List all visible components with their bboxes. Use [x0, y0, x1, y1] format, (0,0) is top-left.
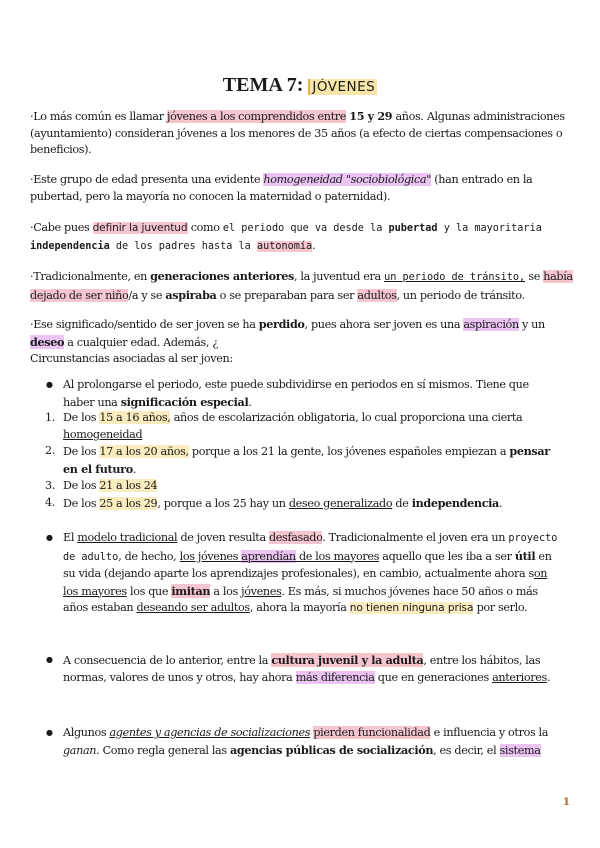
mono-text: proyecto de adulto [63, 533, 558, 563]
list-item [30, 725, 560, 759]
text-run: De los [63, 411, 100, 424]
bullet-list-cultural-difference [30, 652, 560, 686]
underlined-text: jóvenes [241, 584, 282, 598]
text-run: . [498, 496, 503, 510]
text-run: porque a los 21 la gente, los jóvenes españoles empiezan a [188, 445, 510, 458]
highlight-text: imitan [171, 583, 211, 598]
list-item [30, 443, 560, 478]
text-run: ·Lo más común es llamar [30, 110, 167, 123]
underlined-text: un periodo de tránsito, [384, 272, 526, 283]
bold-text: independencia [411, 495, 499, 510]
text-run: Al prolongarse el periodo, este puede subdividirse en periodos en sí mismos. Tiene que haber una [63, 378, 529, 409]
text-run: años de escolarización obligatoria, lo cual proporciona una cierta [170, 411, 523, 424]
highlight-text: 15 a 16 años, [99, 411, 171, 424]
text-run: , es decir, el [433, 743, 500, 757]
text-run: años. Algunas administraciones (ayuntamiento) consideran jóvenes a los menores de 35 años (a efecto de ciertas compensaciones o beneficios). [30, 110, 565, 156]
highlight-text: adultos [357, 288, 397, 302]
paragraph-definition [30, 108, 575, 159]
bold-text: independencia [30, 240, 110, 252]
highlight-text: jóvenes a los comprendidos entre [166, 110, 347, 123]
highlight-text: cultura juvenil y la adulta [271, 653, 424, 667]
text-run: en su vida (dejando aparte los aprendizajes profesionales), en cambio, actualmente ahora s [63, 549, 552, 580]
bold-text: pensar en el futuro [63, 444, 550, 476]
text-run: De los [63, 496, 100, 510]
page-number: 1 [562, 796, 570, 808]
highlight-text: 17 a los 20 años, [99, 445, 189, 458]
text-run: por serlo. [473, 601, 528, 614]
text-run: ·Este grupo de edad presenta una evidente [30, 173, 264, 186]
bullet-list-periods [30, 377, 560, 411]
highlight-text: no tienen ninguna prisa [349, 602, 474, 614]
text-run: se [525, 270, 544, 283]
bold-text: perdido [258, 317, 305, 331]
underlined-text: anteriores [492, 670, 547, 684]
bold-text: útil [514, 548, 536, 563]
text-run: . Es más, si muchos jóvenes hace 50 años o más años estaban [63, 584, 538, 614]
text-run: o se preparaban para ser [216, 288, 358, 302]
bold-text: aspiraba [165, 287, 217, 302]
text-run: los que [126, 584, 172, 598]
list-item [30, 410, 560, 443]
text-run: , entre los hábitos, las normas, valores de unos y otros, hay ahora [63, 654, 541, 684]
highlight-text: pierden funcionalidad [313, 726, 431, 739]
text-run: A consecuencia de lo anterior, entre la [63, 654, 272, 667]
text-run: e influencia y otros la [430, 726, 549, 739]
bullet-list-socialization [30, 725, 560, 759]
mono-text: y la mayoritaria [437, 223, 542, 234]
text-run: . Como regla general las [96, 743, 230, 757]
numbered-list-age-ranges [30, 410, 560, 512]
highlight-text: desfasado [268, 531, 323, 544]
underlined-text: deseo generalizado [288, 496, 393, 510]
text-run: a cualquier edad. Además, ¿ [64, 335, 218, 349]
paragraph-homogeneity [30, 172, 575, 205]
text-run: Algunos [63, 726, 110, 739]
title-main: TEMA 7: [222, 74, 304, 96]
text-run: , pues ahora ser joven es una [304, 318, 464, 331]
title-subtitle: JÓVENES [308, 79, 377, 95]
highlight-text: homogeneidad "sociobiológica" [263, 173, 432, 186]
text-run: . [132, 462, 137, 476]
italic-text: ganan [63, 743, 97, 757]
text-run: . [546, 670, 551, 684]
highlight-text: más diferencia [295, 670, 375, 684]
text-run: /a y se [128, 288, 166, 302]
text-run: , un periodo de tránsito. [396, 288, 525, 302]
text-run: De los [63, 445, 100, 458]
highlight-text: 25 a los 29 [99, 496, 158, 510]
bold-text: significación especial [120, 394, 249, 409]
text-run: El [63, 531, 78, 544]
list-item [30, 495, 560, 513]
highlight-text: sistema [499, 743, 541, 757]
text-run: . Tradicionalmente el joven era un [322, 531, 509, 544]
text-run: De los [63, 479, 100, 492]
highlight-text: había dejado de ser niño [30, 270, 573, 302]
highlight-text: deseo [30, 334, 65, 349]
highlight-text: definir la juventud [92, 222, 188, 234]
underlined-text: deseando ser adultos [136, 601, 250, 614]
highlight-text: aspiración [463, 318, 519, 331]
bold-text: agencias públicas de socialización [229, 742, 434, 757]
text-run: ·Tradicionalmente, en [30, 270, 151, 283]
bold-text: generaciones anteriores [150, 269, 294, 283]
text-run: y un [518, 318, 545, 331]
highlight-text: aprendían [241, 549, 296, 563]
text-run: de [392, 496, 412, 510]
text-run: , ahora la mayoría [249, 601, 350, 614]
underlined-text: on los mayores [63, 567, 548, 598]
text-run: . [248, 395, 252, 409]
text-run: a los [210, 584, 242, 598]
text-run: de joven resulta [177, 531, 269, 544]
list-number: 3. [45, 479, 55, 492]
bullet-list-traditional-model [30, 530, 560, 617]
underlined-text: los jóvenes [179, 549, 242, 563]
list-number: 4. [45, 495, 55, 509]
text-run: (han entrado en la pubertad, pero la mayoría no conocen la maternidad o paternidad). [30, 173, 533, 203]
highlight-text: 21 a los 24 [99, 479, 158, 492]
highlight-text: autonomía [256, 240, 313, 252]
list-item [30, 652, 560, 686]
page-title [0, 74, 600, 97]
list-item [30, 530, 560, 617]
underlined-text: homogeneidad [63, 427, 143, 441]
text-run: . [312, 238, 316, 252]
text-run: ·Ese significado/sentido de ser joven se ha [30, 318, 259, 331]
text-run: ·Cabe pues [30, 221, 93, 234]
mono-text: el periodo que va desde la [222, 223, 389, 234]
list-number: 2. [45, 444, 55, 457]
list-number: 1. [45, 411, 55, 424]
paragraph-tradition [30, 268, 575, 304]
text-run: que en generaciones [374, 670, 493, 684]
text-run: , la juventud era [294, 270, 385, 283]
text-run: como [187, 221, 223, 234]
text-run: , de hecho, [118, 549, 180, 563]
bold-text: 15 y 29 [349, 109, 393, 123]
list-item [30, 377, 560, 411]
text-run: aquello que les iba a ser [379, 549, 515, 563]
text-run: , porque a los 25 hay un [157, 496, 289, 510]
bold-text: pubertad [388, 223, 438, 234]
mono-text: de los padres hasta la [109, 240, 257, 252]
underlined-text: agentes y agencias de socializaciones [109, 726, 311, 739]
section-heading: Circunstancias asociadas al ser joven: [30, 352, 233, 365]
paragraph-youth-definition [30, 220, 575, 255]
underlined-text: modelo tradicional [77, 531, 178, 544]
list-item [30, 478, 560, 495]
underlined-text: de los mayores [295, 549, 380, 563]
paragraph-meaning [30, 316, 575, 368]
